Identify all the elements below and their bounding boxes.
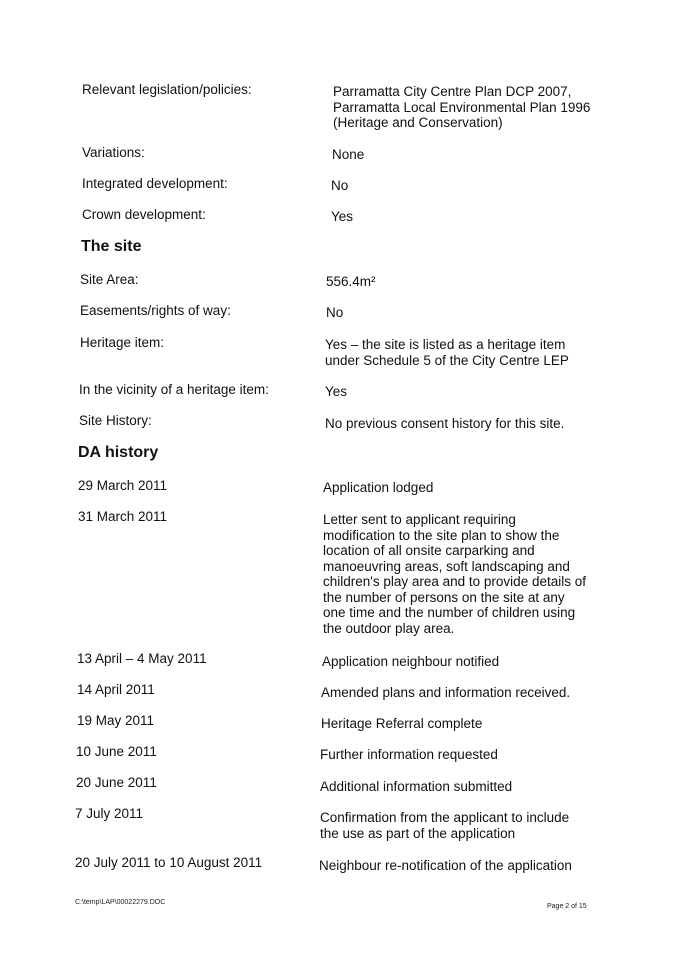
da-history-heading: DA history	[78, 444, 159, 461]
legislation-line: Parramatta Local Environmental Plan 1996	[333, 99, 591, 115]
da-entry-date: 20 July 2011 to 10 August 2011	[75, 855, 263, 870]
da-entry-line: Confirmation from the applicant to include	[320, 810, 570, 825]
da-entry-line: modification to the site plan to show the	[323, 527, 560, 543]
site-history-label: Site History:	[79, 413, 152, 428]
site-heading: The site	[81, 238, 142, 255]
da-entry-text: Neighbour re-notification of the application	[319, 858, 572, 873]
variations-value: None	[332, 147, 365, 162]
da-entry-date: 20 June 2011	[76, 775, 157, 790]
heritage-item-line: Yes – the site is listed as a heritage item	[325, 337, 566, 352]
da-entry-line: manoeuvring areas, soft landscaping and	[323, 558, 570, 574]
heritage-item-label: Heritage item:	[80, 335, 165, 350]
site-area-label: Site Area:	[80, 272, 139, 287]
da-entry-line: the number of persons on the site at any	[323, 589, 565, 605]
da-entry-line: children's play area and to provide details of	[323, 574, 586, 589]
da-entry-line: the outdoor play area.	[323, 620, 455, 636]
easements-value: No	[326, 305, 344, 320]
vicinity-label: In the vicinity of a heritage item:	[79, 382, 269, 397]
vicinity-value: Yes	[325, 384, 348, 399]
da-entry-text: Application lodged	[323, 480, 434, 495]
easements-label: Easements/rights of way:	[80, 303, 231, 318]
da-entry-line: Letter sent to applicant requiring	[323, 512, 516, 527]
da-entry-date: 13 April – 4 May 2011	[77, 651, 207, 666]
da-entry-text: Amended plans and information received.	[321, 685, 571, 700]
da-entry-text: Further information requested	[320, 747, 498, 762]
footer-page-number: Page 2 of 15	[547, 903, 587, 910]
heritage-item-value	[325, 337, 591, 368]
site-history-value: No previous consent history for this site.	[325, 416, 565, 431]
da-entry-line: one time and the number of children using	[323, 605, 576, 620]
da-entry-text: Application neighbour notified	[322, 654, 500, 669]
variations-label: Variations:	[82, 145, 145, 160]
da-entry-date: 29 March 2011	[78, 478, 168, 493]
da-entry-date: 19 May 2011	[77, 713, 155, 728]
da-entry-date: 7 July 2011	[75, 806, 144, 821]
da-entry-line: location of all onsite carparking and	[323, 543, 535, 558]
footer-path: C:\temp\LAP\00022279.DOC	[75, 899, 166, 906]
da-entry-text	[323, 512, 591, 636]
legislation-line: Parramatta City Centre Plan DCP 2007,	[333, 84, 572, 99]
legislation-label: Relevant legislation/policies:	[82, 82, 252, 97]
da-entry-date: 10 June 2011	[76, 744, 157, 759]
crown-value: Yes	[331, 209, 354, 224]
da-entry-text: Heritage Referral complete	[321, 716, 483, 731]
da-entry-date: 31 March 2011	[78, 509, 168, 524]
legislation-line: (Heritage and Conservation)	[333, 115, 503, 130]
integrated-label: Integrated development:	[82, 176, 228, 191]
site-area-value: 556.4m²	[326, 274, 376, 289]
legislation-value	[333, 84, 595, 131]
heritage-item-line: under Schedule 5 of the City Centre LEP	[325, 352, 569, 368]
da-entry-text: Additional information submitted	[320, 779, 513, 794]
da-entry-line: the use as part of the application	[320, 825, 516, 841]
da-entry-text	[320, 810, 588, 841]
da-entry-date: 14 April 2011	[77, 682, 155, 697]
integrated-value: No	[331, 178, 349, 193]
crown-label: Crown development:	[82, 207, 206, 222]
